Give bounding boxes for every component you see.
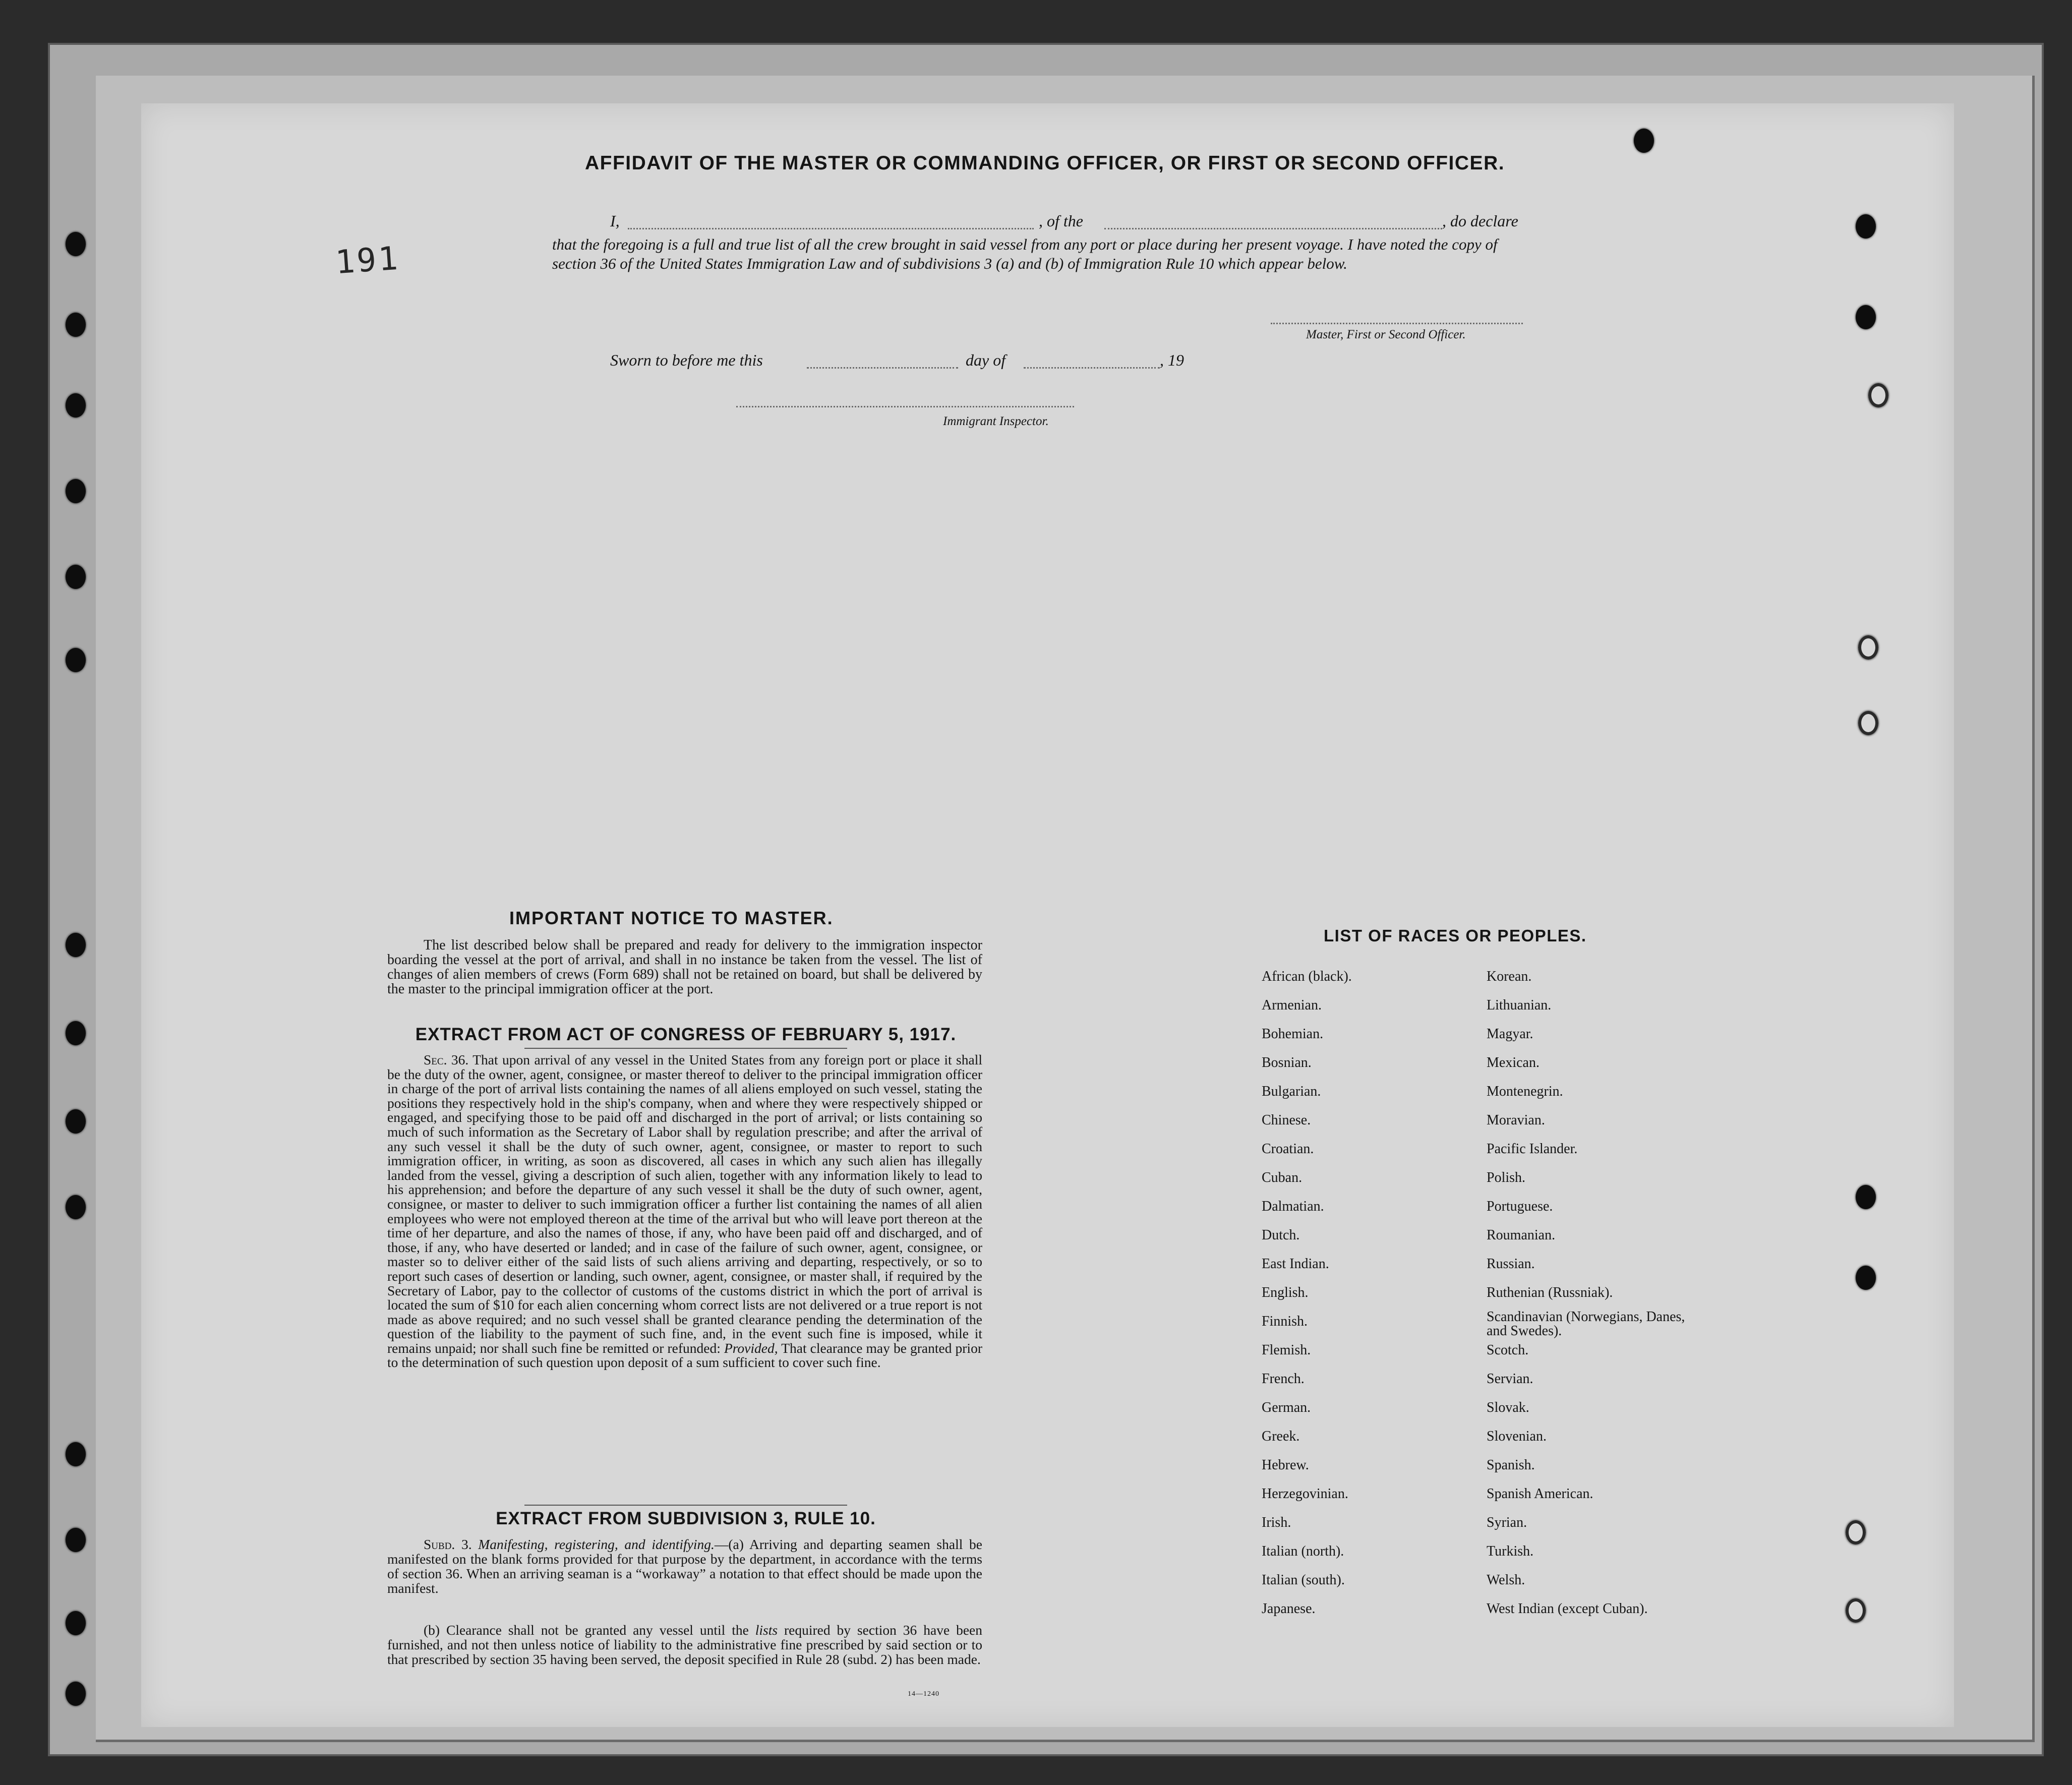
- race-item: Spanish American.: [1487, 1486, 1593, 1502]
- binding-hole-icon: [66, 933, 86, 957]
- race-item: Ruthenian (Russniak).: [1487, 1285, 1613, 1300]
- affidavit-of-label: , of the: [1039, 212, 1083, 230]
- race-item: Cuban.: [1262, 1170, 1303, 1185]
- race-item: Flemish.: [1262, 1342, 1311, 1358]
- race-item: Servian.: [1487, 1371, 1533, 1387]
- race-item: Dalmatian.: [1262, 1199, 1324, 1214]
- affidavit-title: AFFIDAVIT OF THE MASTER OR COMMANDING OFFICER, OR FIRST OR SECOND OFFICER.: [585, 152, 1505, 174]
- section-36-text: [387, 1053, 982, 1370]
- subdivision-title: Manifesting, registering, and identifying.: [478, 1536, 715, 1552]
- race-item: East Indian.: [1262, 1256, 1329, 1272]
- binding-hole-icon: [1846, 1520, 1866, 1544]
- notice-heading: IMPORTANT NOTICE TO MASTER.: [509, 908, 834, 928]
- binding-hole-icon: [1856, 305, 1876, 329]
- notice-body: The list described below shall be prepared and ready for delivery to the immigration inspector boarding the vessel at the port of arrival, and shall in no instance be taken from the vessel. The list of changes of alien members of crews (Form 689) shall not be retained on board, but shall be delivered by the master to the principal immigration officer at the port.: [387, 937, 982, 997]
- race-item: Mexican.: [1487, 1055, 1540, 1070]
- race-item: Roumanian.: [1487, 1227, 1556, 1243]
- races-heading: LIST OF RACES OR PEOPLES.: [1324, 926, 1587, 945]
- binding-hole-icon: [1846, 1598, 1866, 1623]
- race-item: Greek.: [1262, 1429, 1300, 1444]
- lists-term: lists: [755, 1622, 778, 1638]
- race-item: Hebrew.: [1262, 1457, 1309, 1473]
- race-item: Bosnian.: [1262, 1055, 1312, 1070]
- race-item: Armenian.: [1262, 997, 1322, 1013]
- binding-hole-icon: [1858, 635, 1878, 660]
- race-item: Pacific Islander.: [1487, 1141, 1578, 1157]
- binding-hole-icon: [66, 1528, 86, 1552]
- subdivision-a-body: —(a) Arriving and departing seamen shall be manifested on the blank forms provided for that purpose by the department, in accordance with the terms of section 36. When an arriving seaman is a “workaway” a notation to that effect should be made upon the manifest.: [387, 1536, 983, 1596]
- margin-mark: 191: [334, 240, 401, 282]
- section-36-body: That upon arrival of any vessel in the United States from any foreign port or place it shall be the duty of the owner, agent, consignee, or master thereof to deliver to the principal immigration officer in charge of the port of arrival lists containing the names of all aliens employed on such vessel, stating the positions they respectively hold in the ship's company, when and where they were respectively shipped or engaged, and specifying those to be paid off and discharged in the port of arrival; or lists containing so much of such information as the Secretary of Labor shall by regulation prescribe; and after the arrival of any such vessel it shall be the duty of such owner, agent, consignee, or master to report to such immigration officer, in writing, as soon as discovered, all cases in which any such alien has illegally landed from the vessel, giving a description of such alien, together with any information likely to lead to his apprehension; and before the departure of any such vessel it shall be the duty of such owner, agent, consignee, or master to deliver to such immigration officer a further list containing the names of all alien employees who were not employed thereon at the time of the arrival but who will leave port thereon at the time of her departure, and also the names of those, if any, who have been paid off and discharged, and of those, if any, who have deserted or landed; and in case of the failure of such owner, agent, consignee, or master so to deliver either of the said lists of such aliens arriving and departing, respectively, or so to report such cases of desertion or landing, such owner, agent, consignee, or master shall, if required by the Secretary of Labor, pay to the collector of customs of the customs district in which the port of arrival is located the sum of $10 for each alien concerning whom correct lists are not delivered or a true report is not made as above required; and no such vessel shall be granted clearance pending the determination of the question of the liability to the payment of such fine, and, in the event such fine is imposed, while it remains unpaid; nor shall such fine be remitted or refunded:: [387, 1052, 982, 1356]
- binding-hole-icon: [1868, 383, 1888, 407]
- binding-hole-icon: [1856, 1185, 1876, 1209]
- heading-underline: [524, 1048, 847, 1049]
- name-blank-line: [628, 228, 1034, 229]
- binding-hole-icon: [66, 1611, 86, 1635]
- affidavit-declare-label: , do declare: [1442, 212, 1518, 230]
- subdivision-3a-text: [387, 1537, 982, 1595]
- race-item: Syrian.: [1487, 1515, 1527, 1530]
- race-item: Finnish.: [1262, 1314, 1308, 1329]
- sworn-year-label: , 19: [1160, 351, 1184, 369]
- race-item: Polish.: [1487, 1170, 1526, 1185]
- sworn-label: Sworn to before me this: [610, 351, 763, 369]
- subdivision-label: Subd. 3.: [424, 1536, 472, 1552]
- race-item: German.: [1262, 1400, 1311, 1415]
- race-item: Turkish.: [1487, 1543, 1534, 1559]
- binding-hole-icon: [66, 648, 86, 672]
- race-item: Japanese.: [1262, 1601, 1316, 1617]
- binding-hole-icon: [66, 393, 86, 418]
- race-item: Montenegrin.: [1487, 1084, 1563, 1099]
- affidavit-i-label: I,: [610, 212, 620, 230]
- race-item: Italian (south).: [1262, 1572, 1345, 1588]
- subdivision-b-end: required by section 36 have been furnished, and not then unless notice of liability to the administrative fine prescribed by said section or to that prescribed by section 35 having been served, the deposit specified in Rule 28 (subd. 2) has been made.: [387, 1622, 982, 1667]
- race-item: Bulgarian.: [1262, 1084, 1321, 1099]
- form-number: 14—1240: [908, 1690, 939, 1698]
- race-item: Russian.: [1487, 1256, 1535, 1272]
- race-item: Spanish.: [1487, 1457, 1535, 1473]
- section-divider: [524, 1505, 847, 1506]
- officer-signature-label: Master, First or Second Officer.: [1306, 328, 1466, 341]
- race-item: Scandinavian (Norwegians, Danes, and Swedes).: [1487, 1309, 1685, 1339]
- race-item: Irish.: [1262, 1515, 1291, 1530]
- race-item: Moravian.: [1487, 1112, 1545, 1128]
- race-item: Bohemian.: [1262, 1026, 1324, 1042]
- act-extract-heading: EXTRACT FROM ACT OF CONGRESS OF FEBRUARY 5, 1917.: [415, 1025, 957, 1044]
- race-item: Italian (north).: [1262, 1543, 1344, 1559]
- sworn-day-label: day of: [966, 351, 1006, 369]
- sworn-month-line: [1024, 367, 1160, 369]
- section-36-ending: That clearance may be granted prior to the determination of such question upon deposit of a sum sufficient to cover such fine.: [387, 1340, 982, 1371]
- race-item: Slovenian.: [1487, 1429, 1547, 1444]
- race-item: Portuguese.: [1487, 1199, 1553, 1214]
- binding-hole-icon: [66, 1682, 86, 1706]
- race-item: Chinese.: [1262, 1112, 1311, 1128]
- inspector-signature-label: Immigrant Inspector.: [943, 414, 1049, 428]
- vessel-blank-line: [1104, 228, 1442, 229]
- binding-hole-icon: [66, 313, 86, 337]
- race-item: Croatian.: [1262, 1141, 1314, 1157]
- binding-hole-icon: [66, 1021, 86, 1045]
- race-item: Dutch.: [1262, 1227, 1300, 1243]
- binding-hole-icon: [66, 232, 86, 256]
- binding-hole-icon: [66, 1442, 86, 1466]
- binding-hole-icon: [1634, 129, 1654, 153]
- race-item: Korean.: [1487, 969, 1532, 984]
- manifest-page: [141, 103, 1954, 1727]
- race-item: Welsh.: [1487, 1572, 1525, 1588]
- race-item: Magyar.: [1487, 1026, 1533, 1042]
- race-item: Slovak.: [1487, 1400, 1529, 1415]
- officer-signature-line: [1271, 323, 1523, 324]
- race-item: African (black).: [1262, 969, 1352, 984]
- binding-hole-icon: [1856, 214, 1876, 239]
- binding-hole-icon: [66, 1195, 86, 1219]
- race-item: Herzegovinian.: [1262, 1486, 1348, 1502]
- binding-hole-icon: [66, 1109, 86, 1134]
- subdivision-b-start: (b) Clearance shall not be granted any vessel until the: [424, 1622, 749, 1638]
- binding-hole-icon: [66, 565, 86, 589]
- race-item: Scotch.: [1487, 1342, 1529, 1358]
- binding-hole-icon: [1858, 711, 1878, 735]
- race-item: West Indian (except Cuban).: [1487, 1601, 1648, 1617]
- provided-term: Provided,: [724, 1340, 778, 1356]
- race-item: French.: [1262, 1371, 1305, 1387]
- subdivision-3b-text: [387, 1623, 982, 1667]
- race-item: English.: [1262, 1285, 1309, 1300]
- rule-extract-heading: EXTRACT FROM SUBDIVISION 3, RULE 10.: [496, 1509, 876, 1528]
- affidavit-statement: that the foregoing is a full and true list of all the crew brought in said vessel from any port or place during her present voyage. I have noted the copy of section 36 of the United States Immigration Law and of subdivisions 3 (a) and (b) of Immigration Rule 10 which appear below.: [552, 235, 1498, 272]
- binding-hole-icon: [1856, 1266, 1876, 1290]
- race-item: Lithuanian.: [1487, 997, 1552, 1013]
- sworn-date-line: [807, 367, 958, 369]
- binding-hole-icon: [66, 479, 86, 503]
- section-label: Sec. 36.: [424, 1052, 469, 1067]
- inspector-signature-line: [736, 406, 1074, 407]
